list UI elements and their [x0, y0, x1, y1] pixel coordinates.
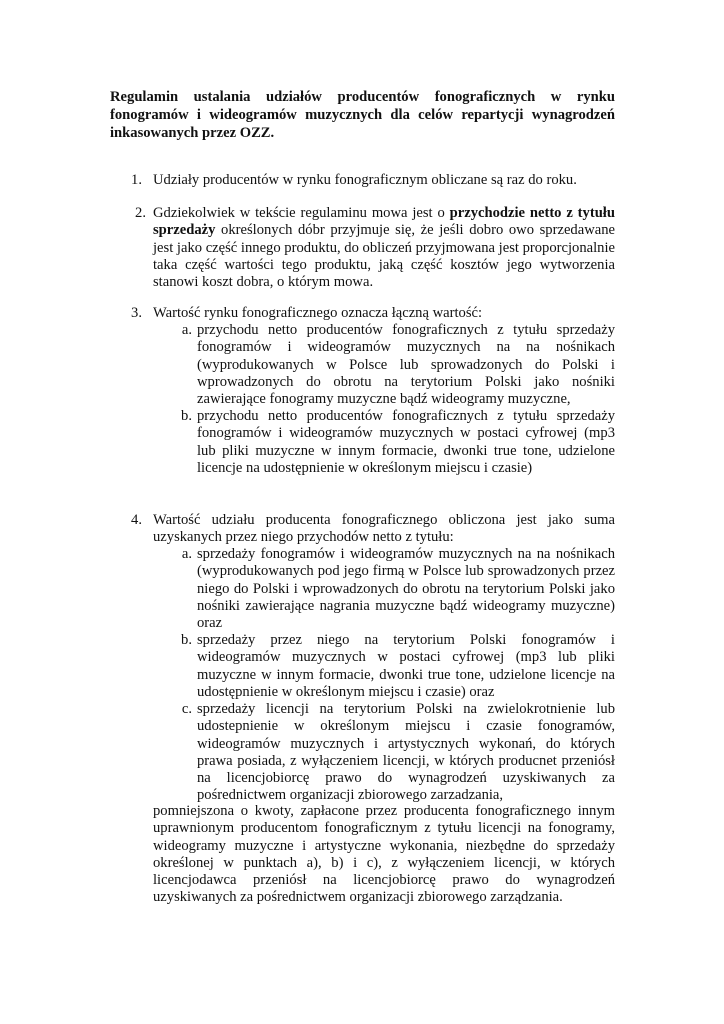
text-after-bold: określonych dóbr przyjmuje się, że jeśli dobro owo sprzedawane jest jako część innego produktu, do obliczeń przyjmowana jest proporcjonalnie taka część wartości tego produktu, jaką część kosztów jego wytworzenia stanowi koszt dobra, o którym mowa.	[153, 222, 615, 291]
sub-item-letter: b.	[181, 408, 192, 424]
list-item-number: 2.	[135, 205, 146, 221]
document-title: Regulamin ustalania udziałów producentów fonograficznych w rynku fonogramów i wideogramów muzycznych dla celów repartycji wynagrodzeń inkasowanych przez OZZ.	[110, 89, 615, 141]
bold-term: przychodzie netto z tytułu sprzedaży	[153, 205, 615, 239]
list-item-number: 1.	[131, 172, 142, 188]
sub-item-letter: b.	[181, 632, 192, 648]
sub-item-letter: c.	[181, 701, 192, 717]
list-item-text: Wartość rynku fonograficznego oznacza łączną wartość:	[153, 305, 483, 321]
sub-item-text: sprzedaży fonogramów i wideogramów muzycznych na na nośnikach (wyprodukowanych pod jego firmą w Polsce lub sprowadzonych przez niego do Polski i wprowadzonych do obrotu na terytorium Polski jako nośniki zawierające nagrania muzyczne bądź wideogramy muzyczne) oraz	[197, 546, 615, 632]
sub-item-text: sprzedaży licencji na terytorium Polski na zwielokrotnienie lub udostepnienie w określonym miejscu i czasie fonogramów, wideogramów muzycznych i artystycznych wykonań, do których prawa posiada, z wyłączeniem licencji, w których producnet przeniósł na licencjobiorcę prawo do wynagrodzeń uzyskiwanych za pośrednictwem organizacji zbiorowego zarzadzania,	[197, 701, 615, 804]
list-item-text: Wartość udziału producenta fonograficznego obliczona jest jako suma uzyskanych przez niego przychodów netto z tytułu:	[153, 512, 615, 546]
sub-item-letter: a.	[181, 322, 192, 338]
sub-item-letter: a.	[181, 546, 192, 562]
closing-paragraph: pomniejszona o kwoty, zapłacone przez producenta fonograficznego innym uprawnionym producentom fonograficznym z tytułu licencji na fonogramy, wideogramy muzyczne i artystyczne wykonania, niezbędne do sprzedaży określonej w punktach a), b) i c), z wyłączeniem licencji, w których licencjodawca przeniósł na licencjobiorcę prawo do wynagrodzeń uzyskiwanych za pośrednictwem organizacji zbiorowego zarządzania.	[153, 803, 615, 906]
sub-item-text: sprzedaży przez niego na terytorium Polski fonogramów i wideogramów muzycznych w postaci cyfrowej (mp3 lub pliki muzyczne w innym formacie, dwonki true tone, udzielone licencje na udostępnienie w określonym miejscu i czasie) oraz	[197, 632, 615, 700]
list-item-text: Udziały producentów w rynku fonograficznym obliczane są raz do roku.	[153, 172, 577, 188]
text-before-bold: Gdziekolwiek w tekście regulaminu mowa jest o	[153, 205, 450, 221]
list-item-number: 4.	[131, 512, 142, 528]
list-item-text	[153, 205, 615, 291]
sub-item-text: przychodu netto producentów fonograficznych z tytułu sprzedaży fonogramów i wideogramów muzycznych w postaci cyfrowej (mp3 lub pliki muzyczne w innym formacie, dwonki true tone, udzielone licencje na udostępnienie w określonym miejscu i czasie)	[197, 408, 615, 476]
list-item-number: 3.	[131, 305, 142, 321]
sub-item-text: przychodu netto producentów fonograficznych z tytułu sprzedaży fonogramów i wideogramów muzycznych na na nośnikach (wyprodukowanych w Polsce lub sprowadzonych do Polski i wprowadzonych do obrotu na terytorium Polski jako nośniki zawierające fonogramy muzyczne bądź wideogramy muzyczne,	[197, 322, 615, 408]
